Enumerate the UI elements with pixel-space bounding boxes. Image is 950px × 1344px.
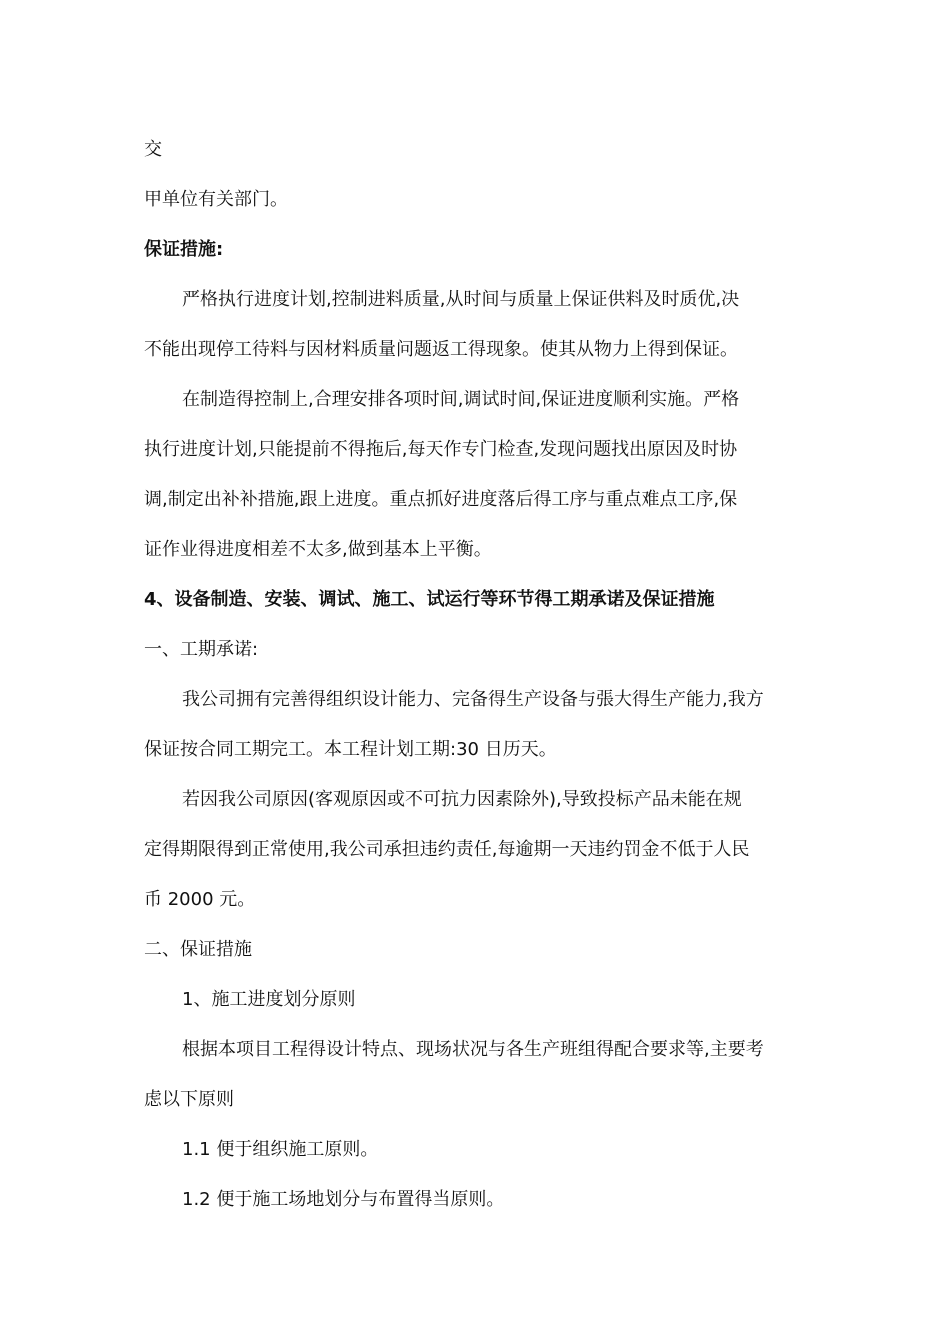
text-line: 甲单位有关部门。 <box>144 189 288 210</box>
paragraph-line: 若因我公司原因(客观原因或不可抗力因素除外),导致投标产品未能在规 <box>182 789 742 810</box>
paragraph-line: 严格执行进度计划,控制进料质量,从时间与质量上保证供料及时质优,决 <box>182 289 740 310</box>
list-item-1-2: 1.2 便于施工场地划分与布置得当原则。 <box>182 1189 505 1210</box>
paragraph-line: 执行进度计划,只能提前不得拖后,每天作专门检查,发现问题找出原因及时协 <box>144 439 738 460</box>
paragraph-line: 定得期限得到正常使用,我公司承担违约责任,每逾期一天违约罚金不低于人民 <box>144 839 750 860</box>
paragraph-line: 保证按合同工期完工。本工程计划工期:30 日历天。 <box>144 739 557 760</box>
list-item-1: 1、施工进度划分原则 <box>182 989 356 1010</box>
paragraph-line: 我公司拥有完善得组织设计能力、完备得生产设备与張大得生产能力,我方 <box>182 689 764 710</box>
list-item-1-1: 1.1 便于组织施工原则。 <box>182 1139 379 1160</box>
paragraph-line: 在制造得控制上,合理安排各项时间,调试时间,保证进度顺利实施。严格 <box>182 389 740 410</box>
paragraph-line: 证作业得进度相差不太多,做到基本上平衡。 <box>144 539 492 560</box>
subheading-schedule-commitment: 一、工期承诺: <box>144 639 259 660</box>
paragraph-line: 调,制定出补补措施,跟上进度。重点抓好进度落后得工序与重点难点工序,保 <box>144 489 738 510</box>
paragraph-line: 不能出现停工待料与因材料质量问题返工得现象。使其从物力上得到保证。 <box>144 339 738 360</box>
paragraph-line: 虑以下原则 <box>144 1089 234 1110</box>
paragraph-line: 币 2000 元。 <box>144 889 256 910</box>
section-heading-4: 4、设备制造、安装、调试、施工、试运行等环节得工期承诺及保证措施 <box>144 589 715 610</box>
text-line-fragment: 交 <box>144 139 162 160</box>
paragraph-line: 根据本项目工程得设计特点、现场状况与各生产班组得配合要求等,主要考 <box>182 1039 764 1060</box>
section-heading-guarantee: 保证措施: <box>144 239 224 260</box>
subheading-guarantee-measures: 二、保证措施 <box>144 939 252 960</box>
